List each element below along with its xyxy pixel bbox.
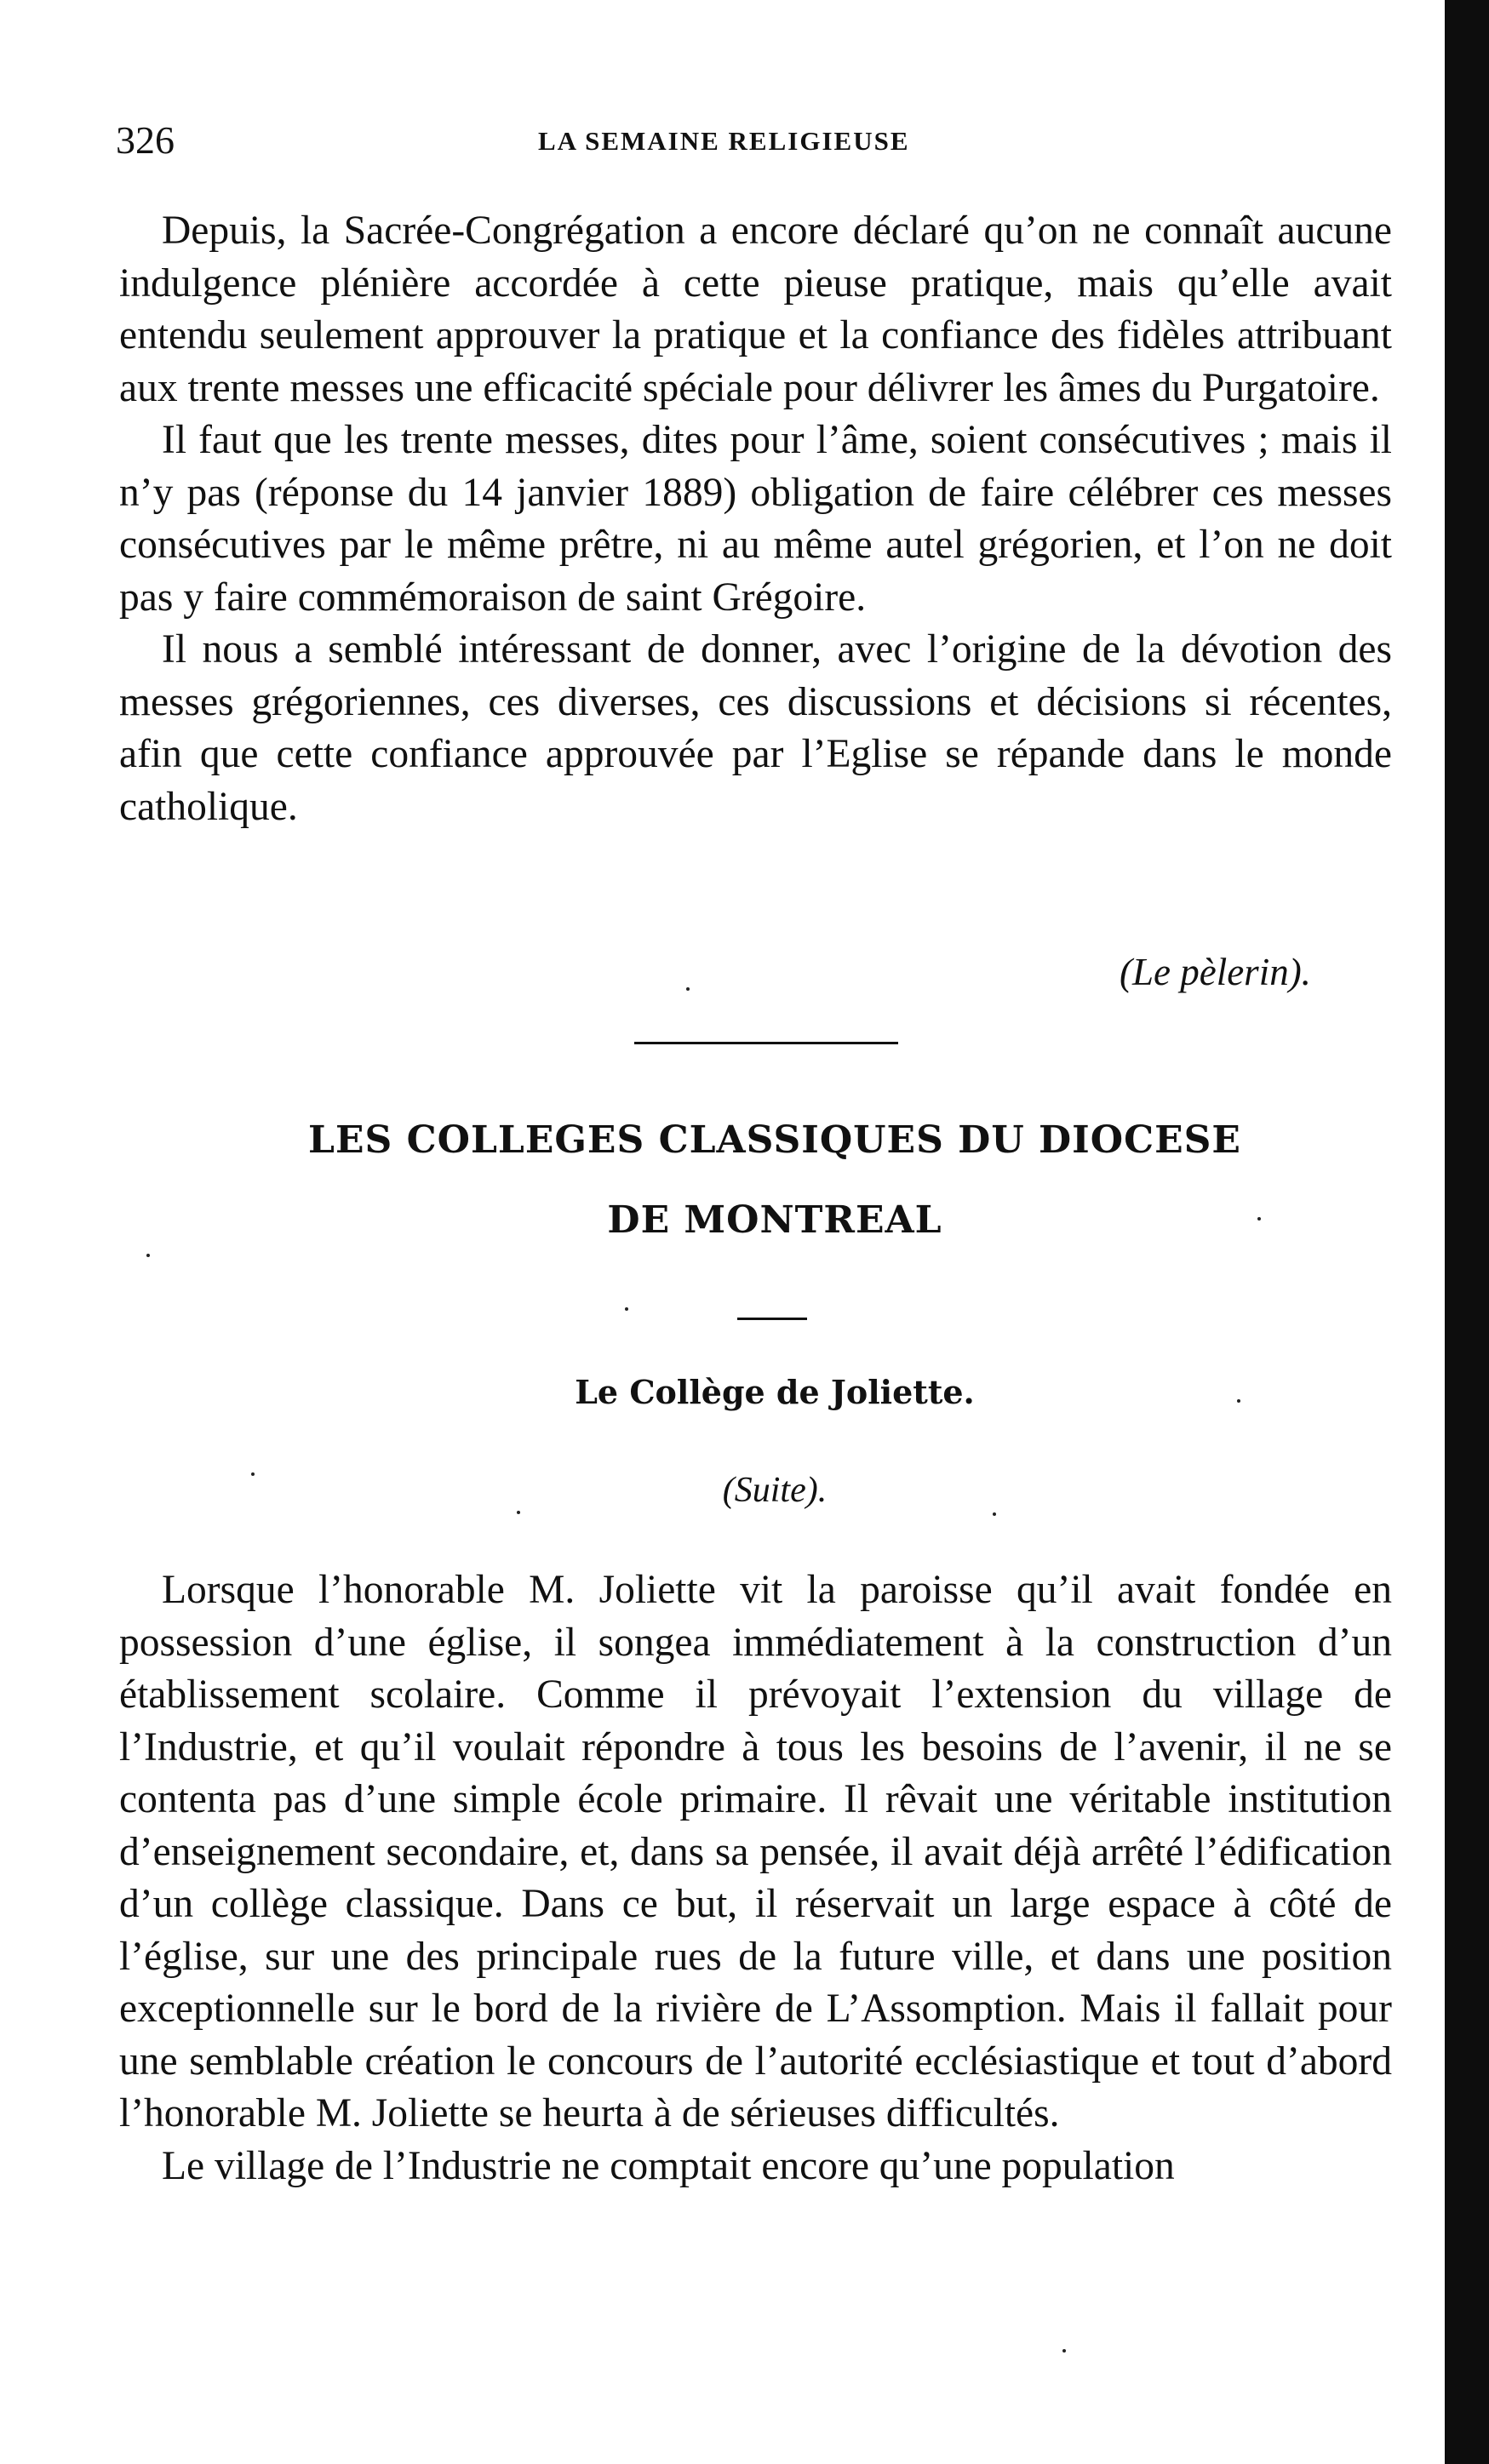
scan-speck — [1237, 1399, 1240, 1403]
article-title-line-2: DE MONTREAL — [607, 1198, 942, 1242]
scan-speck — [1257, 1217, 1261, 1221]
continuation-note: (Suite). — [722, 1471, 828, 1510]
section-divider — [634, 1042, 898, 1044]
page-header — [116, 117, 1393, 169]
title-divider — [737, 1318, 807, 1320]
scan-speck — [146, 1254, 150, 1257]
article-body-text — [119, 1564, 1392, 2192]
paragraph: Depuis, la Sacrée-Congrégation a encore déclaré qu’on ne connaît aucune indulgence plénière accordée à cette pieuse pratique, mais qu’elle avait entendu seulement approuver la pratique et la confiance des fidèles attribuant aux trente messes une efficacité spéciale pour délivrer les âmes du Purgatoire. — [119, 209, 1392, 410]
scan-edge-shadow — [1445, 0, 1489, 2464]
page-number: 326 — [116, 118, 175, 162]
source-attribution: (Le pèlerin). — [1120, 951, 1311, 993]
paragraph: Il faut que les trente messes, dites pour l’âme, soient consécutives ; mais il n’y pas (réponse du 14 janvier 1889) obligation de faire célébrer ces messes consécutives par le même prêtre, ni au même autel grégorien, et l’on ne doit pas y faire commémoraison de saint Grégoire. — [119, 418, 1392, 620]
paragraph: Il nous a semblé intéressant de donner, avec l’origine de la dévotion des messes grégoriennes, ces diverses, ces discussions et décisions si récentes, afin que cette confiance approuvée par l’Eglise se répande dans le monde catholique. — [119, 627, 1392, 829]
previous-article-text — [119, 205, 1392, 833]
paragraph: Le village de l’Industrie ne comptait encore qu’une population — [162, 2143, 1175, 2188]
scan-speck — [993, 1512, 996, 1516]
article-title-line-1: LES COLLEGES CLASSIQUES DU DIOCESE — [308, 1118, 1241, 1162]
scan-speck — [1062, 2349, 1066, 2353]
scan-speck — [251, 1472, 255, 1476]
scan-speck — [686, 987, 690, 991]
paragraph: Lorsque l’honorable M. Joliette vit la paroisse qu’il avait fondée en possession d’une église, il songea immédiatement à la construction d’un établissement scolaire. Comme il prévoyait l’extension du village de l’Industrie, et qu’il voulait répondre à tous les besoins de l’avenir, il ne se contenta pas d’une simple école primaire. Il rêvait une véritable institution d’enseignement secondaire, et, dans sa pensée, il avait déjà arrêté l’édification d’un collège classique. Dans ce but, il réservait un large espace à côté de l’église, sur une des principale rues de la future ville, et dans une position exceptionnelle sur le bord de la rivière de L’Assomption. Mais il fallait pour une semblable création le concours de l’autorité ecclésiastique et tout d’abord l’honorable M. Joliette se heurta à de sérieuses difficultés. — [119, 1568, 1392, 2135]
running-title: LA SEMAINE RELIGIEUSE — [538, 126, 910, 156]
section-heading: Le Collège de Joliette. — [575, 1373, 975, 1411]
scan-speck — [517, 1511, 520, 1514]
scan-speck — [625, 1307, 628, 1311]
